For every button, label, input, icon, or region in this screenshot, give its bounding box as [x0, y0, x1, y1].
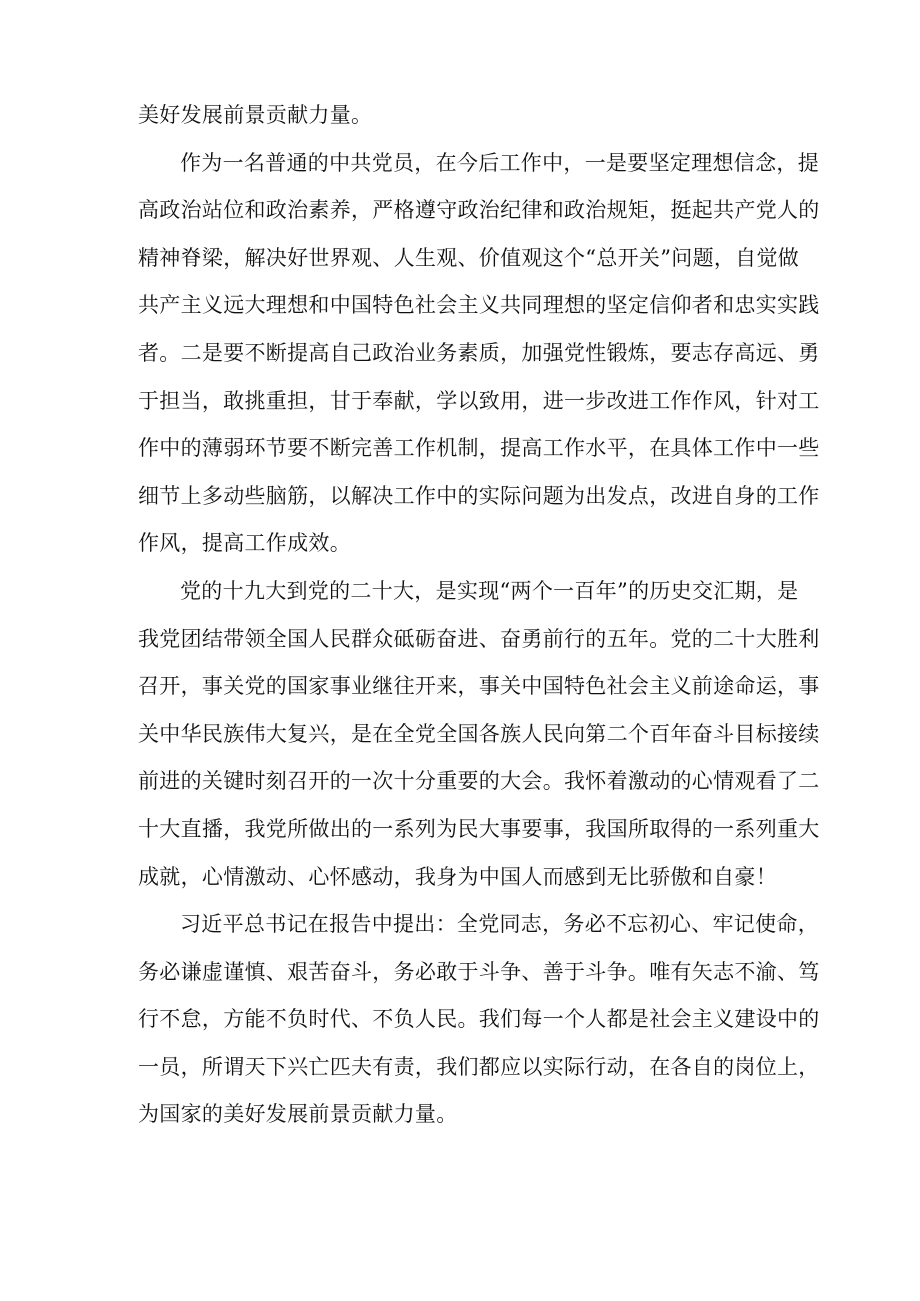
- text-line: 一员，所谓天下兴亡匹夫有责，我们都应以实际行动，在各自的岗位上，: [138, 1054, 820, 1079]
- text-line: 习近平总书记在报告中提出：全党同志，务必不忘初心、牢记使命，: [180, 912, 819, 937]
- text-line: 者。二是要不断提高自己政治业务素质，加强党性锻炼，要志存高远、勇: [138, 340, 820, 365]
- text-line: 党的十九大到党的二十大，是实现“两个一百年”的历史交汇期，是: [180, 578, 799, 603]
- body-text: [138, 92, 820, 1139]
- text-line: 高政治站位和政治素养，严格遵守政治纪律和政治规矩，挺起共产党人的: [138, 198, 820, 223]
- text-line: 十大直播，我党所做出的一系列为民大事要事，我国所取得的一系列重大: [138, 816, 820, 841]
- text-line: 召开，事关党的国家事业继往开来，事关中国特色社会主义前途命运，事: [138, 674, 820, 699]
- text-line: 关中华民族伟大复兴，是在全党全国各族人民向第二个百年奋斗目标接续: [138, 721, 820, 746]
- text-line: 我党团结带领全国人民群众砥砺奋进、奋勇前行的五年。党的二十大胜利: [138, 626, 820, 651]
- paragraph-party-member-commitment: [138, 140, 820, 568]
- text-line: 作中的薄弱环节要不断完善工作机制，提高工作水平，在具体工作中一些: [138, 436, 820, 461]
- paragraph-continuation: [138, 92, 788, 140]
- paragraph-twentieth-congress: [138, 568, 820, 901]
- text-line: 共产主义远大理想和中国特色社会主义共同理想的坚定信仰者和忠实实践: [138, 293, 820, 318]
- text-line: 作风，提高工作成效。: [138, 531, 351, 556]
- text-line: 美好发展前景贡献力量。: [138, 103, 373, 127]
- text-line: 成就，心情激动、心怀感动，我身为中国人而感到无比骄傲和自豪！: [138, 864, 777, 889]
- text-line: 行不怠，方能不负时代、不负人民。我们每一个人都是社会主义建设中的: [138, 1007, 820, 1032]
- paragraph-report-quote: [138, 901, 820, 1139]
- text-line: 细节上多动些脑筋，以解决工作中的实际问题为出发点，改进自身的工作: [138, 483, 820, 508]
- text-line: 精神脊梁，解决好世界观、人生观、价值观这个“总开关”问题，自觉做: [138, 245, 800, 270]
- text-line: 务必谦虚谨慎、艰苦奋斗，务必敢于斗争、善于斗争。唯有矢志不渝、笃: [138, 959, 820, 984]
- text-line: 于担当，敢挑重担，甘于奉献，学以致用，进一步改进工作作风，针对工: [138, 388, 820, 413]
- text-line: 前进的关键时刻召开的一次十分重要的大会。我怀着激动的心情观看了二: [138, 769, 820, 794]
- text-line: 作为一名普通的中共党员，在今后工作中，一是要坚定理想信念，提: [180, 150, 819, 175]
- text-line: 为国家的美好发展前景贡献力量。: [138, 1102, 458, 1127]
